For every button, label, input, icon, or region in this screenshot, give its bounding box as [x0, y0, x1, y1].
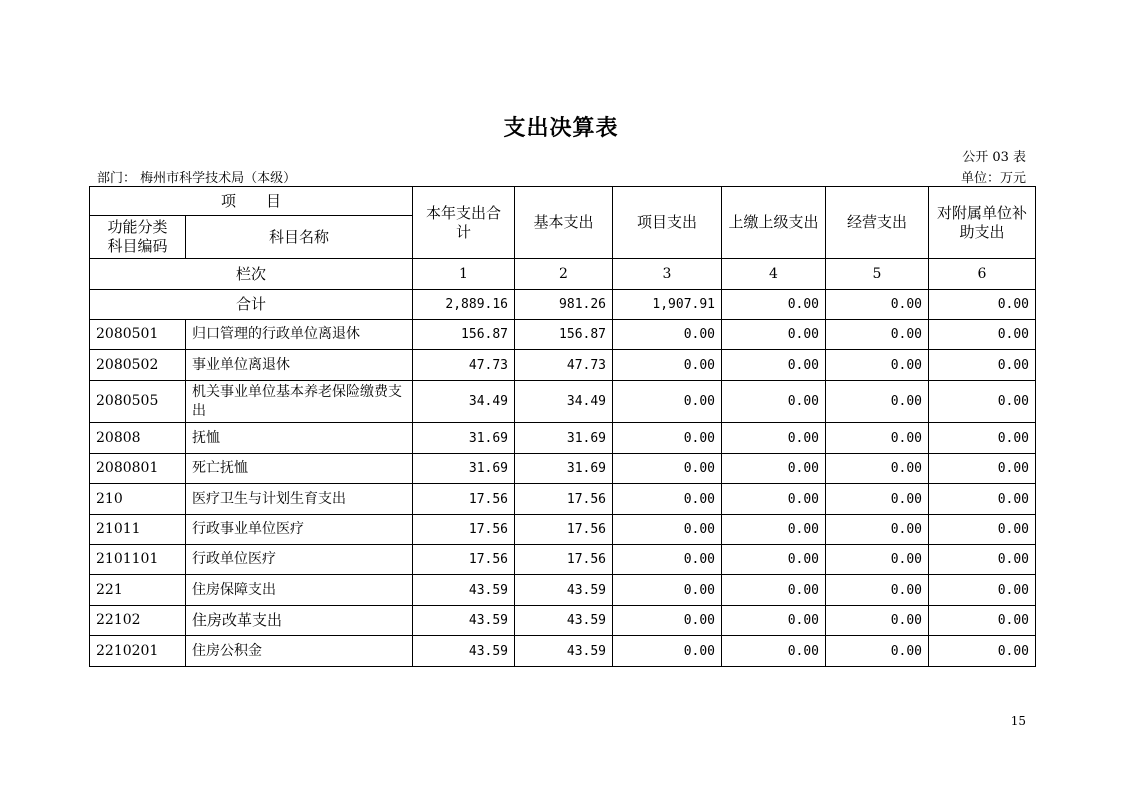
- subject-code: 2210201: [90, 636, 186, 667]
- header-col3: 项目支出: [613, 187, 722, 259]
- table-row: [90, 606, 1036, 636]
- total-label: 合计: [90, 290, 413, 320]
- header-item: 项 目: [90, 187, 413, 216]
- total-value: 1,907.91: [613, 290, 722, 320]
- subject-code: 2080501: [90, 320, 186, 350]
- subject-code: 21011: [90, 515, 186, 545]
- sequence-number: 3: [613, 259, 722, 290]
- amount-cell: 0.00: [722, 515, 826, 545]
- amount-cell: 0.00: [722, 320, 826, 350]
- amount-cell: 0.00: [722, 575, 826, 606]
- amount-cell: 17.56: [515, 545, 613, 575]
- amount-cell: 156.87: [515, 320, 613, 350]
- total-value: 0.00: [826, 290, 929, 320]
- subject-name: 住房公积金: [186, 636, 413, 667]
- sequence-number: 6: [929, 259, 1036, 290]
- amount-cell: 0.00: [722, 484, 826, 515]
- header-col5: 经营支出: [826, 187, 929, 259]
- subject-name: 事业单位离退休: [186, 350, 413, 381]
- department-label: 部门：: [97, 171, 137, 186]
- subject-code: 22102: [90, 606, 186, 636]
- amount-cell: 17.56: [515, 484, 613, 515]
- header-col6: 对附属单位补助支出: [929, 187, 1036, 259]
- amount-cell: 47.73: [515, 350, 613, 381]
- amount-cell: 43.59: [515, 636, 613, 667]
- amount-cell: 0.00: [826, 606, 929, 636]
- amount-cell: 0.00: [613, 484, 722, 515]
- amount-cell: 0.00: [722, 350, 826, 381]
- amount-cell: 0.00: [826, 545, 929, 575]
- amount-cell: 0.00: [929, 320, 1036, 350]
- amount-cell: 17.56: [413, 484, 515, 515]
- header-row: [90, 187, 1036, 216]
- amount-cell: 17.56: [515, 515, 613, 545]
- amount-cell: 0.00: [722, 636, 826, 667]
- subject-name: 行政事业单位医疗: [186, 515, 413, 545]
- sequence-number: 4: [722, 259, 826, 290]
- amount-cell: 47.73: [413, 350, 515, 381]
- sequence-row: [90, 259, 1036, 290]
- amount-cell: 0.00: [826, 575, 929, 606]
- amount-cell: 43.59: [515, 606, 613, 636]
- amount-cell: 0.00: [613, 545, 722, 575]
- amount-cell: 17.56: [413, 545, 515, 575]
- subject-code: 2080505: [90, 381, 186, 423]
- amount-cell: 0.00: [929, 454, 1036, 484]
- amount-cell: 31.69: [413, 423, 515, 454]
- amount-cell: 0.00: [929, 636, 1036, 667]
- sequence-number: 2: [515, 259, 613, 290]
- amount-cell: 31.69: [515, 454, 613, 484]
- amount-cell: 0.00: [613, 515, 722, 545]
- amount-cell: 0.00: [826, 423, 929, 454]
- total-value: 0.00: [722, 290, 826, 320]
- table-row: [90, 575, 1036, 606]
- total-value: 2,889.16: [413, 290, 515, 320]
- amount-cell: 0.00: [613, 320, 722, 350]
- table-row: [90, 381, 1036, 423]
- subject-code: 210: [90, 484, 186, 515]
- table-row: [90, 320, 1036, 350]
- amount-cell: 0.00: [613, 636, 722, 667]
- table-row: [90, 484, 1036, 515]
- amount-cell: 0.00: [826, 636, 929, 667]
- amount-cell: 0.00: [613, 606, 722, 636]
- sequence-number: 1: [413, 259, 515, 290]
- amount-cell: 43.59: [515, 575, 613, 606]
- department-line: [97, 167, 296, 186]
- amount-cell: 34.49: [413, 381, 515, 423]
- subject-name: 归口管理的行政单位离退休: [186, 320, 413, 350]
- subject-name: 机关事业单位基本养老保险缴费支出: [186, 381, 413, 423]
- amount-cell: 31.69: [413, 454, 515, 484]
- header-code: 功能分类 科目编码: [90, 216, 186, 259]
- amount-cell: 0.00: [929, 545, 1036, 575]
- amount-cell: 0.00: [826, 350, 929, 381]
- total-value: 0.00: [929, 290, 1036, 320]
- amount-cell: 0.00: [722, 454, 826, 484]
- table-row: [90, 515, 1036, 545]
- form-number: 公开 03 表: [962, 150, 1026, 165]
- amount-cell: 43.59: [413, 606, 515, 636]
- amount-cell: 0.00: [613, 381, 722, 423]
- total-value: 981.26: [515, 290, 613, 320]
- amount-cell: 0.00: [929, 606, 1036, 636]
- amount-cell: 0.00: [929, 350, 1036, 381]
- subject-code: 221: [90, 575, 186, 606]
- sequence-label: 栏次: [90, 259, 413, 290]
- expenditure-table: [89, 186, 1036, 667]
- amount-cell: 0.00: [722, 545, 826, 575]
- amount-cell: 43.59: [413, 636, 515, 667]
- subject-code: 2101101: [90, 545, 186, 575]
- amount-cell: 0.00: [929, 381, 1036, 423]
- amount-cell: 0.00: [929, 575, 1036, 606]
- amount-cell: 0.00: [826, 320, 929, 350]
- subject-code: 20808: [90, 423, 186, 454]
- subject-name: 行政单位医疗: [186, 545, 413, 575]
- amount-cell: 0.00: [929, 484, 1036, 515]
- amount-cell: 0.00: [826, 381, 929, 423]
- amount-cell: 0.00: [826, 484, 929, 515]
- header-name: 科目名称: [186, 216, 413, 259]
- amount-cell: 156.87: [413, 320, 515, 350]
- subject-name: 抚恤: [186, 423, 413, 454]
- amount-cell: 0.00: [826, 515, 929, 545]
- amount-cell: 0.00: [613, 350, 722, 381]
- table-row: [90, 454, 1036, 484]
- subject-name: 死亡抚恤: [186, 454, 413, 484]
- amount-cell: 17.56: [413, 515, 515, 545]
- subject-name: 住房改革支出: [186, 606, 413, 636]
- amount-cell: 0.00: [722, 606, 826, 636]
- amount-cell: 0.00: [929, 423, 1036, 454]
- amount-cell: 43.59: [413, 575, 515, 606]
- header-col4: 上缴上级支出: [722, 187, 826, 259]
- amount-cell: 0.00: [613, 423, 722, 454]
- table-row: [90, 350, 1036, 381]
- table-row: [90, 545, 1036, 575]
- department-name: 梅州市科学技术局（本级）: [140, 171, 297, 186]
- subject-code: 2080502: [90, 350, 186, 381]
- subject-name: 住房保障支出: [186, 575, 413, 606]
- header-col1: 本年支出合计: [413, 187, 515, 259]
- subject-name: 医疗卫生与计划生育支出: [186, 484, 413, 515]
- page-title: 支出决算表: [503, 115, 619, 141]
- table-row: [90, 636, 1036, 667]
- amount-cell: 0.00: [929, 515, 1036, 545]
- sequence-number: 5: [826, 259, 929, 290]
- unit-label: 单位：万元: [960, 171, 1026, 186]
- amount-cell: 34.49: [515, 381, 613, 423]
- table-row: [90, 423, 1036, 454]
- amount-cell: 0.00: [613, 454, 722, 484]
- header-col2: 基本支出: [515, 187, 613, 259]
- amount-cell: 31.69: [515, 423, 613, 454]
- amount-cell: 0.00: [722, 423, 826, 454]
- total-row: [90, 290, 1036, 320]
- amount-cell: 0.00: [613, 575, 722, 606]
- page-number: 15: [1010, 714, 1026, 728]
- amount-cell: 0.00: [722, 381, 826, 423]
- amount-cell: 0.00: [826, 454, 929, 484]
- subject-code: 2080801: [90, 454, 186, 484]
